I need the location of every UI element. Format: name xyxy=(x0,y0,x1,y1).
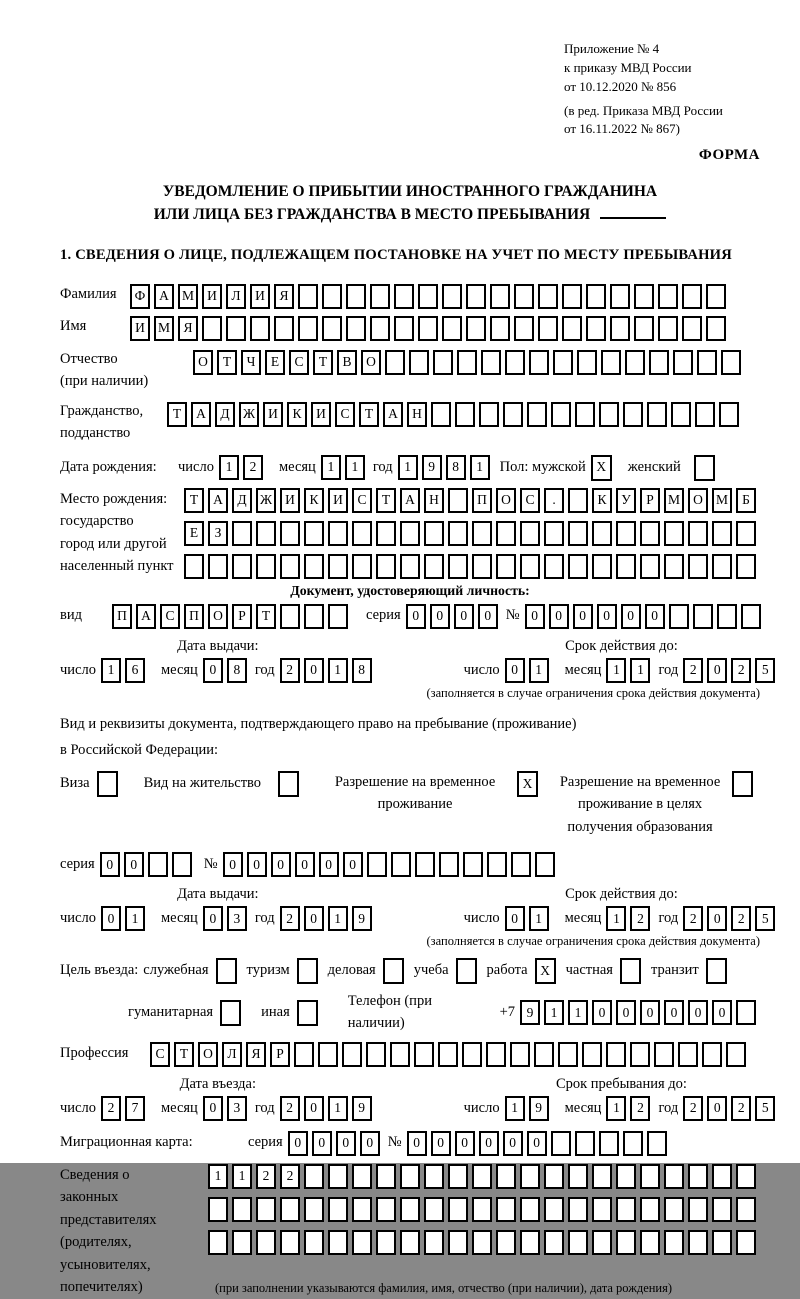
doc-valid-day[interactable]: 0 1 xyxy=(505,658,553,683)
purpose-option xyxy=(261,1000,322,1026)
migration-card-label: Миграционная карта: xyxy=(60,1134,193,1151)
given-name-boxes[interactable]: И М Я xyxy=(130,316,730,341)
doc-series-label: серия xyxy=(366,607,401,624)
entry-date-col xyxy=(60,1076,376,1121)
amendment-line: от 16.11.2022 № 867) xyxy=(564,121,681,137)
doc-series-boxes[interactable]: 0 0 0 0 xyxy=(406,604,502,629)
birth-date-row xyxy=(60,455,760,481)
purpose-official-label: служебная xyxy=(143,962,209,979)
birth-place-line3[interactable] xyxy=(184,554,760,579)
purpose-private-checkbox[interactable] xyxy=(620,958,645,984)
profession-label: Профессия xyxy=(60,1045,129,1062)
purpose-row1 xyxy=(60,958,760,984)
migration-series-boxes[interactable]: 0 0 0 0 xyxy=(288,1131,384,1156)
residence-doc-intro-line1: Вид и реквизиты документа, подтверждающего право на пребывание (проживание) xyxy=(60,715,577,732)
doc-valid-col xyxy=(464,638,780,683)
surname-row xyxy=(60,284,760,309)
migration-card-row xyxy=(60,1131,760,1156)
day-label: число xyxy=(60,910,96,927)
temp-residence-education-label: Разрешение на временное проживание в целях получения образования xyxy=(559,773,721,835)
temp-residence-education-checkbox[interactable] xyxy=(732,771,757,797)
visa-checkbox[interactable] xyxy=(97,771,122,797)
month-label: месяц xyxy=(160,661,198,678)
doc-issue-date xyxy=(60,658,376,683)
entry-stay-dates xyxy=(60,1075,769,1121)
entry-year[interactable]: 2 0 1 9 xyxy=(280,1096,376,1121)
purpose-option xyxy=(487,958,560,984)
year-label: год xyxy=(254,910,275,927)
residence-type-option xyxy=(60,771,122,797)
birth-month-boxes[interactable]: 1 1 xyxy=(321,455,369,480)
residence-valid-month[interactable]: 1 2 xyxy=(606,906,654,931)
phone-prefix: +7 xyxy=(499,1004,515,1021)
representatives-line2[interactable] xyxy=(208,1197,760,1222)
representatives-row xyxy=(60,1164,760,1299)
doc-valid-date xyxy=(464,658,780,683)
doc-issue-year[interactable]: 2 0 1 8 xyxy=(280,658,376,683)
form-title xyxy=(60,180,760,227)
purpose-option xyxy=(651,958,731,984)
representatives-line3[interactable] xyxy=(208,1230,760,1255)
year-label: год xyxy=(254,661,275,678)
stay-until-date xyxy=(464,1096,780,1121)
month-label: месяц xyxy=(564,1099,602,1116)
residence-issue-caption: Дата выдачи: xyxy=(177,886,259,903)
doc-type-boxes[interactable]: П А С П О Р Т xyxy=(112,604,352,629)
purpose-tourism-checkbox[interactable] xyxy=(297,958,322,984)
birth-date-label: Дата рождения: xyxy=(60,458,157,475)
entry-day[interactable]: 2 7 xyxy=(101,1096,149,1121)
given-name-row xyxy=(60,316,760,341)
representatives-box-rows xyxy=(208,1164,760,1263)
month-label: месяц xyxy=(564,661,602,678)
residence-doc-series-row xyxy=(60,852,760,877)
month-label: месяц xyxy=(278,458,316,475)
citizenship-boxes[interactable]: Т А Д Ж И К И С Т А Н xyxy=(167,402,743,427)
section1-heading: 1. СВЕДЕНИЯ О ЛИЦЕ, ПОДЛЕЖАЩЕМ ПОСТАНОВКЕ НА УЧЕТ ПО МЕСТУ ПРЕБЫВАНИЯ xyxy=(60,246,732,263)
purpose-study-label: учеба xyxy=(413,962,449,979)
birth-year-boxes[interactable]: 1 9 8 1 xyxy=(398,455,494,480)
representatives-label: Сведения о законных представителях (родителях, усыновителях, попечителях) xyxy=(60,1166,157,1296)
residence-type-row xyxy=(60,771,760,838)
doc-number-label: № xyxy=(505,607,520,624)
day-label: число xyxy=(463,1099,500,1116)
purpose-official-checkbox[interactable] xyxy=(216,958,241,984)
purpose-row2 xyxy=(60,991,760,1035)
residence-issue-col xyxy=(60,886,376,931)
purpose-option xyxy=(414,958,481,984)
month-label: месяц xyxy=(564,910,602,927)
amendment-line: (в ред. Приказа МВД России xyxy=(564,102,723,118)
purpose-business-checkbox[interactable] xyxy=(383,958,408,984)
residence-validity-note: (заполняется в случае ограничения срока действия документа) xyxy=(426,934,760,949)
day-label: число xyxy=(463,661,500,678)
purpose-transit-checkbox[interactable] xyxy=(706,958,731,984)
stay-until-caption: Срок пребывания до: xyxy=(555,1075,687,1092)
residence-valid-caption: Срок действия до: xyxy=(565,886,678,903)
day-label: число xyxy=(60,661,96,678)
day-label: число xyxy=(178,458,214,475)
residence-issue-year[interactable]: 2 0 1 9 xyxy=(280,906,376,931)
purpose-humanitarian-label: гуманитарная xyxy=(128,1004,214,1021)
doc-valid-year[interactable]: 2 0 2 5 xyxy=(683,658,779,683)
residence-series-label: серия xyxy=(60,855,95,872)
birth-place-line1[interactable]: Т А Д Ж И К И С Т А Н П О С . К У Р М О М Б xyxy=(184,488,760,513)
birth-place-row xyxy=(60,488,760,579)
doc-issue-day[interactable]: 1 6 xyxy=(101,658,149,683)
stay-month[interactable]: 1 2 xyxy=(606,1096,654,1121)
representatives-note: (при заполнении указываются фамилия, имя, отчество (при наличии), дата рождения) xyxy=(215,1280,673,1295)
residence-valid-col xyxy=(464,886,780,931)
residence-issue-date xyxy=(60,906,376,931)
migration-number-label: № xyxy=(387,1134,402,1151)
form-title-line2: ИЛИ ЛИЦА БЕЗ ГРАЖДАНСТВА В МЕСТО ПРЕБЫВАНИЯ xyxy=(60,203,760,226)
doc-valid-month[interactable]: 1 1 xyxy=(606,658,654,683)
doc-number-boxes[interactable]: 0 0 0 0 0 0 xyxy=(525,604,765,629)
given-name-label: Имя xyxy=(60,317,87,334)
doc-validity-note: (заполняется в случае ограничения срока действия документа) xyxy=(426,685,760,700)
purpose-business-label: деловая xyxy=(327,962,376,979)
sex-male-label: Пол: мужской xyxy=(499,458,586,475)
visa-label: Виза xyxy=(60,775,90,792)
purpose-other-checkbox[interactable] xyxy=(297,1000,322,1026)
residence-permit-checkbox[interactable] xyxy=(278,771,303,797)
profession-boxes[interactable]: С Т О Л Я Р xyxy=(150,1042,750,1067)
citizenship-label: Гражданство, подданство xyxy=(60,402,144,442)
entry-month[interactable]: 0 3 xyxy=(203,1096,251,1121)
birth-place-line2[interactable]: Е З xyxy=(184,521,760,546)
purpose-label: Цель въезда: xyxy=(60,962,139,979)
stay-until-col xyxy=(464,1076,780,1121)
patronymic-label: Отчество (при наличии) xyxy=(60,350,149,390)
purpose-private-label: частная xyxy=(565,962,613,979)
temp-residence-label: Разрешение на временное проживание xyxy=(334,773,496,813)
month-label: месяц xyxy=(160,1099,198,1116)
residence-valid-year[interactable]: 2 0 2 5 xyxy=(683,906,779,931)
birth-place-box-rows xyxy=(184,488,760,579)
purpose-option xyxy=(143,958,240,984)
year-label: год xyxy=(658,661,679,678)
sex-female-checkbox[interactable] xyxy=(694,455,719,481)
day-label: число xyxy=(60,1099,96,1116)
appendix-line: Приложение № 4 xyxy=(564,41,660,56)
purpose-option xyxy=(128,1000,245,1026)
purpose-work-label: работа xyxy=(486,962,528,979)
temp-residence-checkbox[interactable]: X xyxy=(517,771,542,797)
doc-issue-col xyxy=(60,638,376,683)
identity-doc-row xyxy=(60,604,760,629)
purpose-transit-label: транзит xyxy=(650,962,699,979)
purpose-study-checkbox[interactable] xyxy=(456,958,481,984)
residence-doc-intro xyxy=(60,711,760,763)
residence-issue-day[interactable]: 0 1 xyxy=(101,906,149,931)
residence-doc-dates xyxy=(60,886,769,931)
forma-label: ФОРМА xyxy=(698,147,760,164)
residence-doc-intro-line2: в Российской Федерации: xyxy=(60,741,219,758)
entry-date xyxy=(60,1096,376,1121)
identity-doc-heading: Документ, удостоверяющий личность: xyxy=(290,582,530,598)
day-label: число xyxy=(463,910,500,927)
residence-series-boxes[interactable]: 0 0 xyxy=(100,852,196,877)
appendix-note xyxy=(564,40,760,139)
stay-day[interactable]: 1 9 xyxy=(505,1096,553,1121)
sex-female-label: женский xyxy=(627,458,681,475)
phone-label: Телефон (при наличии) xyxy=(347,993,432,1031)
representatives-line1[interactable]: 1 1 2 2 xyxy=(208,1164,760,1189)
residence-type-option xyxy=(321,771,542,816)
entry-date-caption: Дата въезда: xyxy=(179,1075,257,1092)
residence-valid-day[interactable]: 0 1 xyxy=(505,906,553,931)
birth-place-label: Место рождения: государство город или другой населенный пункт xyxy=(60,490,174,574)
identity-doc-dates xyxy=(60,637,769,683)
doc-issue-month[interactable]: 0 8 xyxy=(203,658,251,683)
residence-issue-month[interactable]: 0 3 xyxy=(203,906,251,931)
migration-series-label: серия xyxy=(248,1134,283,1151)
sex-male-checkbox[interactable]: X xyxy=(591,455,616,481)
surname-label: Фамилия xyxy=(60,285,117,302)
residence-type-option xyxy=(144,771,303,797)
residence-type-option xyxy=(556,771,757,838)
migration-number-boxes[interactable]: 0 0 0 0 0 0 xyxy=(407,1131,671,1156)
month-label: месяц xyxy=(160,910,198,927)
form-title-line1: УВЕДОМЛЕНИЕ О ПРИБЫТИИ ИНОСТРАННОГО ГРАЖДАНИНА xyxy=(162,183,658,201)
doc-issue-caption: Дата выдачи: xyxy=(177,637,259,654)
purpose-work-checkbox[interactable]: X xyxy=(535,958,560,984)
residence-permit-label: Вид на жительство xyxy=(143,775,262,792)
residence-number-boxes[interactable]: 0 0 0 0 0 0 xyxy=(223,852,559,877)
phone-boxes[interactable]: 9 1 1 0 0 0 0 0 0 xyxy=(520,1000,760,1025)
doc-valid-caption: Срок действия до: xyxy=(565,637,678,654)
surname-boxes[interactable]: Ф А М И Л И Я xyxy=(130,284,730,309)
year-label: год xyxy=(254,1099,275,1116)
residence-number-label: № xyxy=(203,855,218,872)
doc-type-label: вид xyxy=(60,607,82,624)
purpose-humanitarian-checkbox[interactable] xyxy=(220,1000,245,1026)
purpose-option xyxy=(566,958,645,984)
purpose-tourism-label: туризм xyxy=(246,962,290,979)
appendix-line: к приказу МВД России xyxy=(564,59,692,75)
profession-row xyxy=(60,1042,760,1067)
appendix-line: от 10.12.2020 № 856 xyxy=(564,78,677,94)
purpose-other-label: иная xyxy=(261,1004,290,1021)
year-label: год xyxy=(658,1099,679,1116)
residence-valid-date xyxy=(464,906,780,931)
birth-day-boxes[interactable]: 1 2 xyxy=(219,455,267,480)
patronymic-row xyxy=(60,348,760,393)
title-blank-underline xyxy=(600,204,666,220)
citizenship-row xyxy=(60,400,760,445)
year-label: год xyxy=(372,458,393,475)
stay-year[interactable]: 2 0 2 5 xyxy=(683,1096,779,1121)
patronymic-boxes[interactable]: О Т Ч Е С Т В О xyxy=(193,350,745,375)
purpose-option xyxy=(247,958,322,984)
year-label: год xyxy=(658,910,679,927)
purpose-option xyxy=(328,958,408,984)
